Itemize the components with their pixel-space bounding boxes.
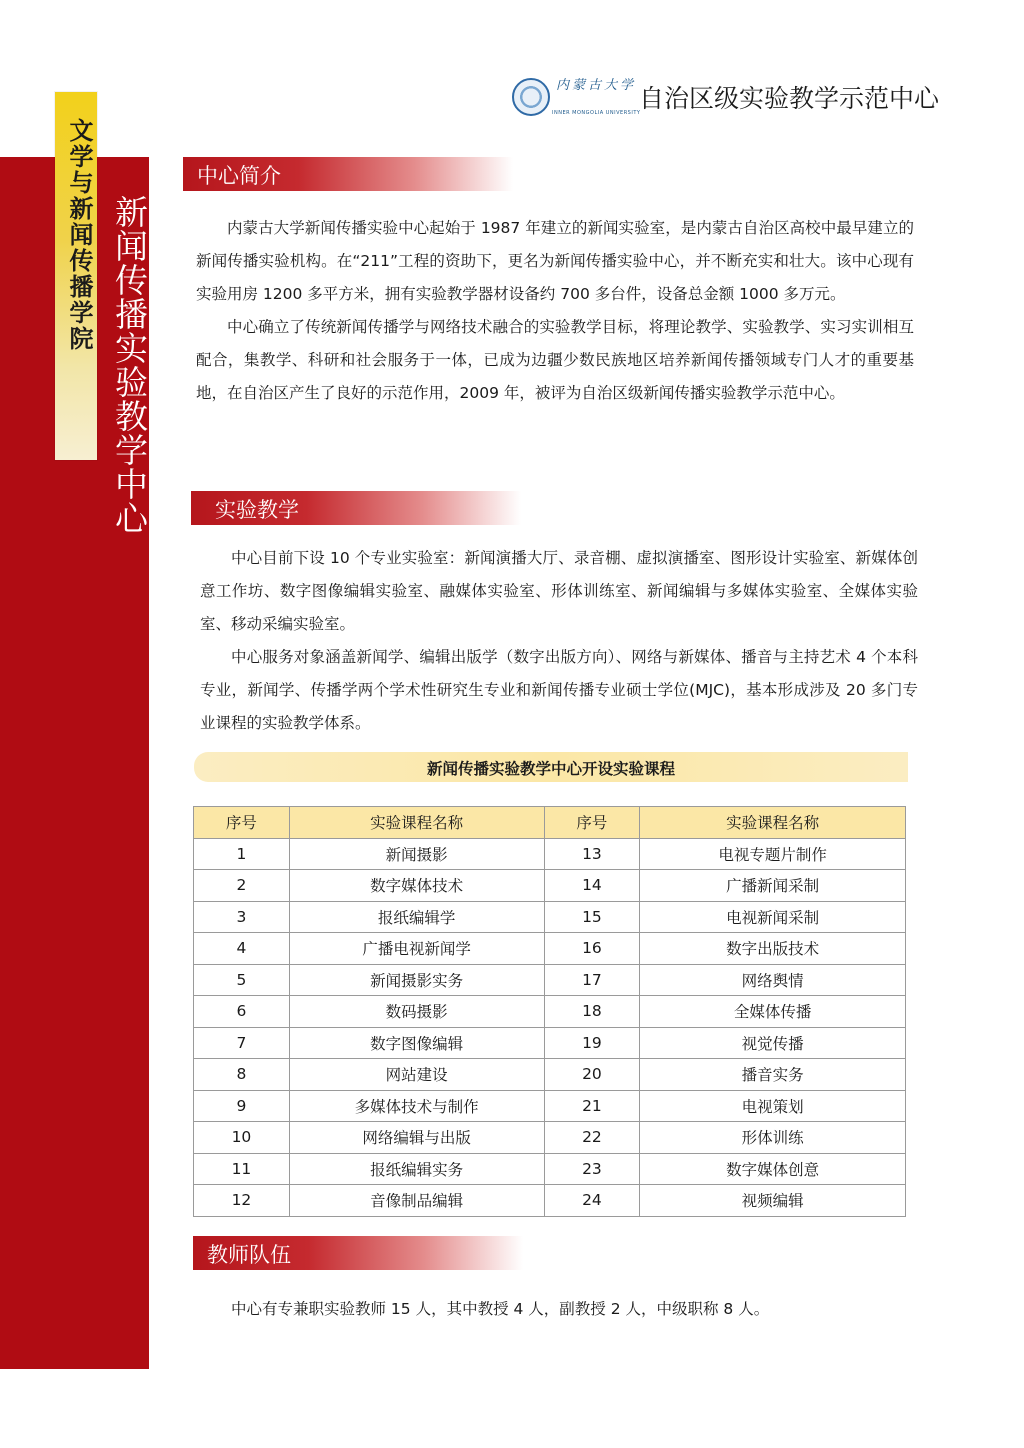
- table-title: 新闻传播实验教学中心开设实验课程: [426, 760, 675, 778]
- course-number-cell: 13: [544, 838, 640, 870]
- page-header: [512, 78, 940, 118]
- course-number-cell: 20: [544, 1059, 640, 1091]
- course-name-cell: 广播新闻采制: [640, 870, 906, 902]
- course-name-cell: 视觉传播: [640, 1027, 906, 1059]
- table-row: [194, 901, 906, 933]
- table-header-row: [194, 807, 906, 839]
- course-name-cell: 电视新闻采制: [640, 901, 906, 933]
- intro-text: [196, 212, 914, 410]
- university-logo-script: 内蒙古大学: [556, 78, 637, 93]
- column-header: 实验课程名称: [640, 807, 906, 839]
- course-name-cell: 数字出版技术: [640, 933, 906, 965]
- table-row: [194, 1027, 906, 1059]
- table-row: [194, 996, 906, 1028]
- center-title-vertical: 新闻传播实验教学中心: [110, 195, 149, 535]
- course-number-cell: 7: [194, 1027, 290, 1059]
- table-row: [194, 1153, 906, 1185]
- teaching-paragraph-2: 中心服务对象涵盖新闻学、编辑出版学（数字出版方向）、网络与新媒体、播音与主持艺术 4 个本科专业，新闻学、传播学两个学术性研究生专业和新闻传播专业硕士学位(MJC)，基本形成涉及 20 多门专业课程的实验教学体系。: [200, 648, 918, 732]
- course-number-cell: 18: [544, 996, 640, 1028]
- course-number-cell: 12: [194, 1185, 290, 1217]
- teachers-paragraph-1: 中心有专兼职实验教师 15 人，其中教授 4 人，副教授 2 人，中级职称 8 人。: [231, 1300, 770, 1318]
- section-heading-intro: [183, 157, 513, 191]
- column-header: 序号: [194, 807, 290, 839]
- course-name-cell: 全媒体传播: [640, 996, 906, 1028]
- teachers-text: [200, 1293, 918, 1326]
- table-row: [194, 1122, 906, 1154]
- course-number-cell: 22: [544, 1122, 640, 1154]
- course-number-cell: 11: [194, 1153, 290, 1185]
- college-name: 文学与新闻传播学院: [65, 118, 94, 352]
- section-heading-label: 实验教学: [215, 498, 299, 522]
- course-number-cell: 14: [544, 870, 640, 902]
- table-row: [194, 870, 906, 902]
- table-row: [194, 933, 906, 965]
- teaching-paragraph-1: 中心目前下设 10 个专业实验室：新闻演播大厅、录音棚、虚拟演播室、图形设计实验室、新媒体创意工作坊、数字图像编辑实验室、融媒体实验室、形体训练室、新闻编辑与多媒体实验室、全媒体实验室、移动采编实验室。: [200, 549, 918, 633]
- header-title: 自治区级实验教学示范中心: [639, 84, 940, 113]
- course-name-cell: 新闻摄影实务: [289, 964, 544, 996]
- course-name-cell: 网络编辑与出版: [289, 1122, 544, 1154]
- course-number-cell: 8: [194, 1059, 290, 1091]
- course-number-cell: 4: [194, 933, 290, 965]
- course-name-cell: 音像制品编辑: [289, 1185, 544, 1217]
- column-header: 实验课程名称: [289, 807, 544, 839]
- course-number-cell: 21: [544, 1090, 640, 1122]
- course-number-cell: 17: [544, 964, 640, 996]
- table-row: [194, 838, 906, 870]
- course-number-cell: 2: [194, 870, 290, 902]
- course-name-cell: 数字媒体技术: [289, 870, 544, 902]
- university-logo-english: INNER MONGOLIA UNIVERSITY: [552, 110, 641, 116]
- course-name-cell: 网络舆情: [640, 964, 906, 996]
- university-seal-icon: [512, 78, 550, 116]
- table-row: [194, 1090, 906, 1122]
- section-heading-label: 中心简介: [197, 164, 281, 188]
- intro-paragraph-1: 内蒙古大学新闻传播实验中心起始于 1987 年建立的新闻实验室，是内蒙古自治区高校中最早建立的新闻传播实验机构。在“211”工程的资助下，更名为新闻传播实验中心，并不断充实和壮大。该中心现有实验用房 1200 多平方米，拥有实验教学器材设备约 700 多台件，设备总金额 1000 多万元。: [196, 219, 914, 303]
- course-number-cell: 24: [544, 1185, 640, 1217]
- course-number-cell: 3: [194, 901, 290, 933]
- course-name-cell: 数字图像编辑: [289, 1027, 544, 1059]
- course-table-body: [194, 838, 906, 1216]
- teaching-text: [200, 542, 918, 740]
- table-row: [194, 964, 906, 996]
- course-name-cell: 报纸编辑实务: [289, 1153, 544, 1185]
- course-name-cell: 电视专题片制作: [640, 838, 906, 870]
- course-number-cell: 16: [544, 933, 640, 965]
- course-name-cell: 多媒体技术与制作: [289, 1090, 544, 1122]
- section-heading-teachers: [193, 1236, 523, 1270]
- column-header: 序号: [544, 807, 640, 839]
- course-name-cell: 新闻摄影: [289, 838, 544, 870]
- course-number-cell: 23: [544, 1153, 640, 1185]
- course-number-cell: 19: [544, 1027, 640, 1059]
- intro-paragraph-2: 中心确立了传统新闻传播学与网络技术融合的实验教学目标，将理论教学、实验教学、实习实训相互配合，集教学、科研和社会服务于一体，已成为边疆少数民族地区培养新闻传播领域专门人才的重要基地，在自治区产生了良好的示范作用，2009 年，被评为自治区级新闻传播实验教学示范中心。: [196, 318, 914, 402]
- course-name-cell: 网站建设: [289, 1059, 544, 1091]
- course-number-cell: 10: [194, 1122, 290, 1154]
- course-name-cell: 电视策划: [640, 1090, 906, 1122]
- section-heading-teaching: [191, 491, 521, 525]
- course-number-cell: 15: [544, 901, 640, 933]
- course-name-cell: 报纸编辑学: [289, 901, 544, 933]
- course-name-cell: 视频编辑: [640, 1185, 906, 1217]
- course-table: [193, 806, 906, 1217]
- course-name-cell: 形体训练: [640, 1122, 906, 1154]
- course-number-cell: 6: [194, 996, 290, 1028]
- course-name-cell: 数码摄影: [289, 996, 544, 1028]
- course-number-cell: 5: [194, 964, 290, 996]
- section-heading-label: 教师队伍: [207, 1243, 291, 1267]
- course-name-cell: 数字媒体创意: [640, 1153, 906, 1185]
- course-name-cell: 播音实务: [640, 1059, 906, 1091]
- course-number-cell: 1: [194, 838, 290, 870]
- table-row: [194, 1185, 906, 1217]
- table-row: [194, 1059, 906, 1091]
- course-name-cell: 广播电视新闻学: [289, 933, 544, 965]
- course-number-cell: 9: [194, 1090, 290, 1122]
